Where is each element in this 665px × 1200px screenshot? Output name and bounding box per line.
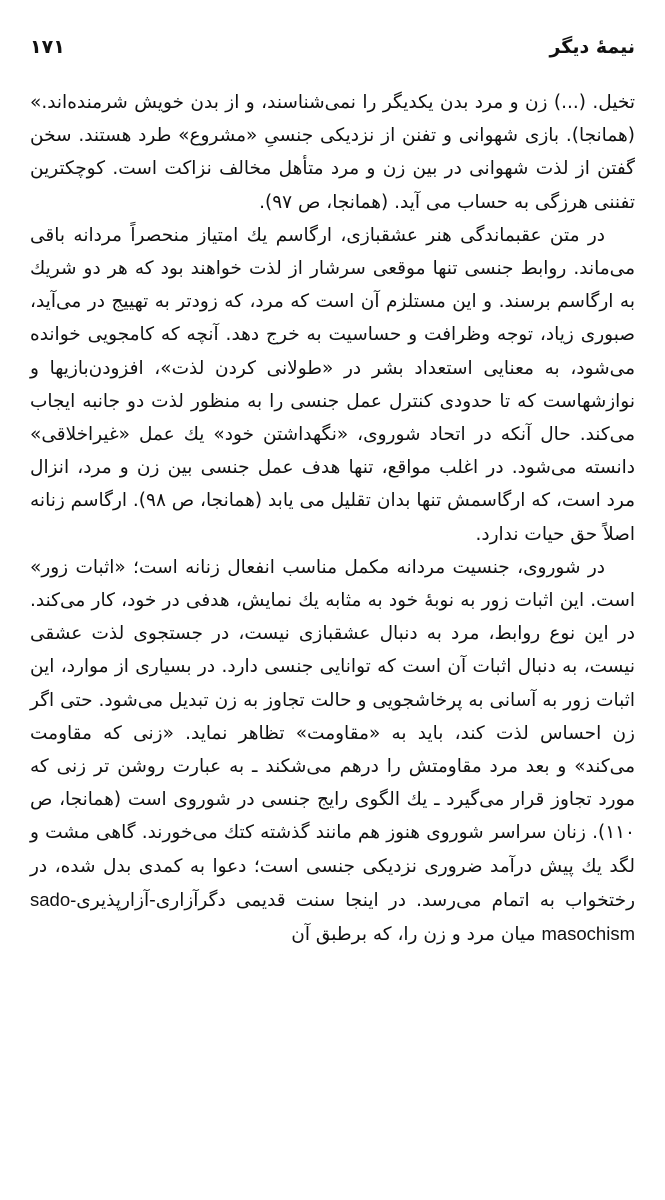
body-text [30,86,635,951]
paragraph-3-tail: میان مرد و زن را، که برطبق آن [291,924,542,946]
paragraph-3-text: در شوروی، جنسیت مردانه مکمل مناسب انفعال زنانه است؛ «اثبات زور» است. این اثبات زور به نوبهٔ خود به مثابه یك نمایش، هدفی در خود، کار می‌کند. در این نوع روابط، مرد به دنبال عشقبازی نیست، در جستجوی لذت عشقی نیست، به دنبال اثبات آن است که توانایی جنسی دارد. در بسیاری از موارد، این اثبات زور به آسانی به پرخاشجویی و حالت تجاوز به زن تبدیل می‌شود. حتی اگر زن احساس لذت کند، باید به «مقاومت» تظاهر نماید. «زنی که مقاومت می‌کند» و بعد مرد مقاومتش را درهم می‌شکند ـ به عبارت روشن تر زنی که مورد تجاوز قرار می‌گیرد ـ یك الگوی رایج جنسی در شوروی است (همانجا، ص ۱۱۰). زنان سراسر شوروی هنوز هم مانند گذشته کتك می‌خورند. گاهی مشت و لگد یك پیش درآمد ضروری نزدیکی جنسی است؛ دعوا به کمدی بدل شده، در رختخواب به اتمام می‌رسد. در اینجا سنت قدیمی دگرآزاری-آزارپذیری [30,556,635,911]
paragraph-3 [30,551,635,951]
paragraph-2: در متن عقبماندگی هنر عشقبازی، ارگاسم یك امتیاز منحصراً مردانه باقی می‌ماند. روابط جنسی تنها موقعی سرشار از لذت خواهند بود که هر دو شریك به ارگاسم برسند. و این مستلزم آن است که مرد، که زودتر به تهییج در می‌آید، صبوری زیاد، توجه وظرافت و حساسیت به خرج دهد. آنچه که کامجویی خوانده می‌شود، به معنایی استعداد بشر در «طولانی کردن لذت»، افزودن‌بازیها و نوازشهاست که تا حدودی کنترل عمل جنسی را به منظور لذت دو جانبه ایجاب می‌کند. حال آنکه در اتحاد شوروی، «نگهداشتن خود» یك عمل «غیراخلاقی» دانسته می‌شود. در اغلب مواقع، تنها هدف عمل جنسی بین زن و مرد، انزال مرد است، که ارگاسمش تنها بدان تقلیل می یابد (همانجا، ص ۹۸). ارگاسم زنانه اصلاً حق حیات ندارد. [30,224,635,545]
latin-term: sado-masochism [30,888,635,945]
running-title: نیمهٔ دیگر [549,36,635,58]
page-header [30,36,635,64]
page-number: ۱۷۱ [30,36,65,58]
paragraph-1: تخیل. (...) زن و مرد بدن یکدیگر را نمی‌شناسند، و از بدن خویش شرمنده‌اند.» (همانجا). بازی شهوانی و تفنن از نزدیکی جنسیِ «مشروع» طرد هستند. سخن گفتن از لذت شهوانی در بین زن و مرد متأهل مخالف نزاکت است. کوچکترین تفننی هرزگی به حساب می آید. (همانجا، ص ۹۷). [30,92,635,213]
